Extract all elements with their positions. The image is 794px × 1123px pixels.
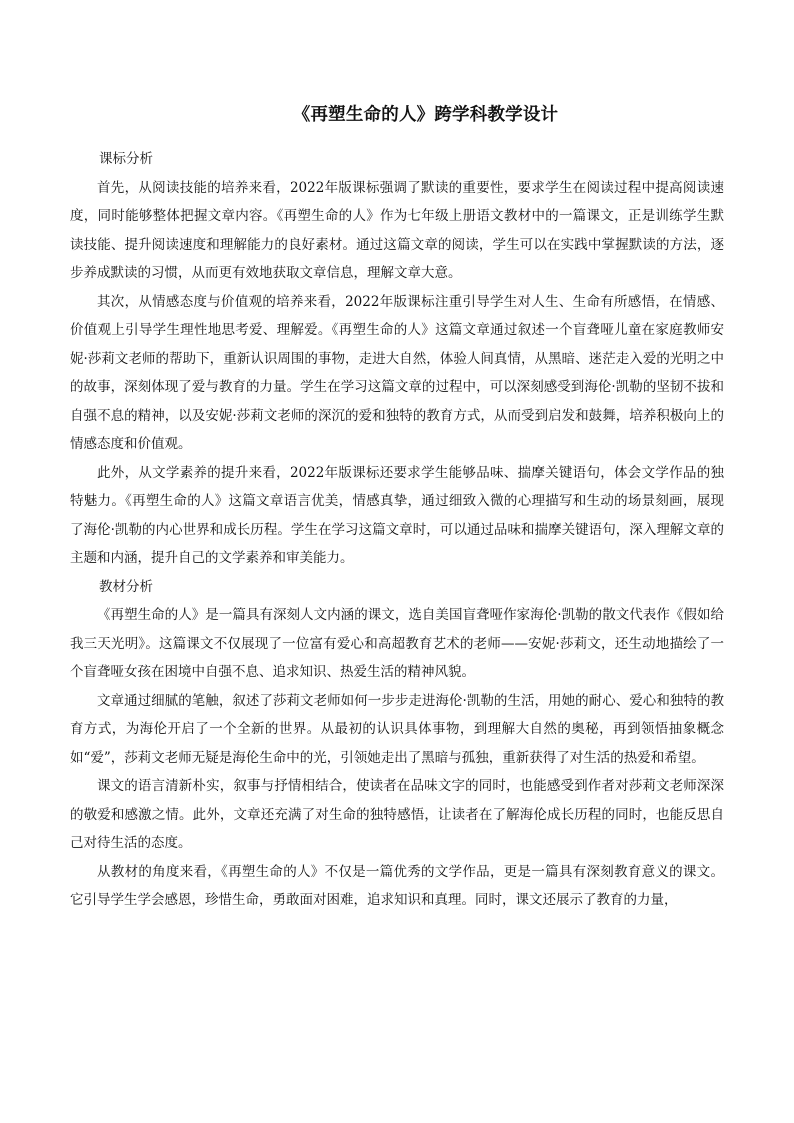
section-heading: 教材分析: [99, 578, 153, 595]
section-curriculum-analysis: [70, 145, 724, 573]
paragraph: 文章通过细腻的笔触，叙述了莎莉文老师如何一步步走进海伦·凯勒的生活，用她的耐心、爱心和独特的教育方式，为海伦开启了一个全新的世界。从最初的认识具体事物，到理解大自然的奥秘，再到领悟抽象概念如“爱”，莎莉文老师无疑是海伦生命中的光，引领她走出了黑暗与孤独，重新获得了对生活的热爱和希望。: [70, 692, 724, 766]
paragraph: 其次，从情感态度与价值观的培养来看，2022年版课标注重引导学生对人生、生命有所感悟，在情感、价值观上引导学生理性地思考爱、理解爱。《再塑生命的人》这篇文章通过叙述一个盲聋哑儿童在家庭教师安妮·莎莉文老师的帮助下，重新认识周围的事物，走进大自然，体验人间真情，从黑暗、迷茫走入爱的光明之中的故事，深刻体现了爱与教育的力量。学生在学习这篇文章的过程中，可以深刻感受到海伦·凯勒的坚韧不拔和自强不息的精神，以及安妮·莎莉文老师的深沉的爱和独特的教育方式，从而受到启发和鼓舞，培养积极向上的情感态度和价值观。: [70, 293, 724, 452]
paragraph: 从教材的角度来看，《再塑生命的人》不仅是一篇优秀的文学作品，更是一篇具有深刻教育意义的课文。它引导学生学会感恩，珍惜生命，勇敢面对困难，追求知识和真理。同时，课文还展示了教育的力量，: [70, 863, 724, 908]
paragraph: 《再塑生命的人》是一篇具有深刻人文内涵的课文，选自美国盲聋哑作家海伦·凯勒的散文代表作《假如给我三天光明》。这篇课文不仅展现了一位富有爱心和高超教育艺术的老师——安妮·莎莉文，还生动地描绘了一个盲聋哑女孩在困境中自强不息、追求知识、热爱生活的精神风貌。: [70, 607, 724, 680]
paragraph: 此外，从文学素养的提升来看，2022年版课标还要求学生能够品味、揣摩关键语句，体会文学作品的独特魅力。《再塑生命的人》这篇文章语言优美，情感真挚，通过细致入微的心理描写和生动的场景刻画，展现了海伦·凯勒的内心世界和成长历程。学生在学习这篇文章时，可以通过品味和揣摩关键语句，深入理解文章的主题和内涵，提升自己的文学素养和审美能力。: [70, 464, 724, 566]
document-title: 《再塑生命的人》跨学科教学设计: [292, 105, 559, 125]
section-textbook-analysis: [70, 573, 724, 915]
paragraph: 课文的语言清新朴实，叙事与抒情相结合，使读者在品味文字的同时，也能感受到作者对莎莉文老师深深的敬爱和感激之情。此外，文章还充满了对生命的独特感悟，让读者在了解海伦成长历程的同时，也能反思自己对待生活的态度。: [70, 778, 724, 851]
paragraph: 首先，从阅读技能的培养来看，2022年版课标强调了默读的重要性，要求学生在阅读过程中提高阅读速度，同时能够整体把握文章内容。《再塑生命的人》作为七年级上册语文教材中的一篇课文，正是训练学生默读技能、提升阅读速度和理解能力的良好素材。通过这篇文章的阅读，学生可以在实践中掌握默读的方法，逐步养成默读的习惯，从而更有效地获取文章信息，理解文章大意。: [70, 179, 724, 281]
section-heading: 课标分析: [99, 151, 153, 167]
